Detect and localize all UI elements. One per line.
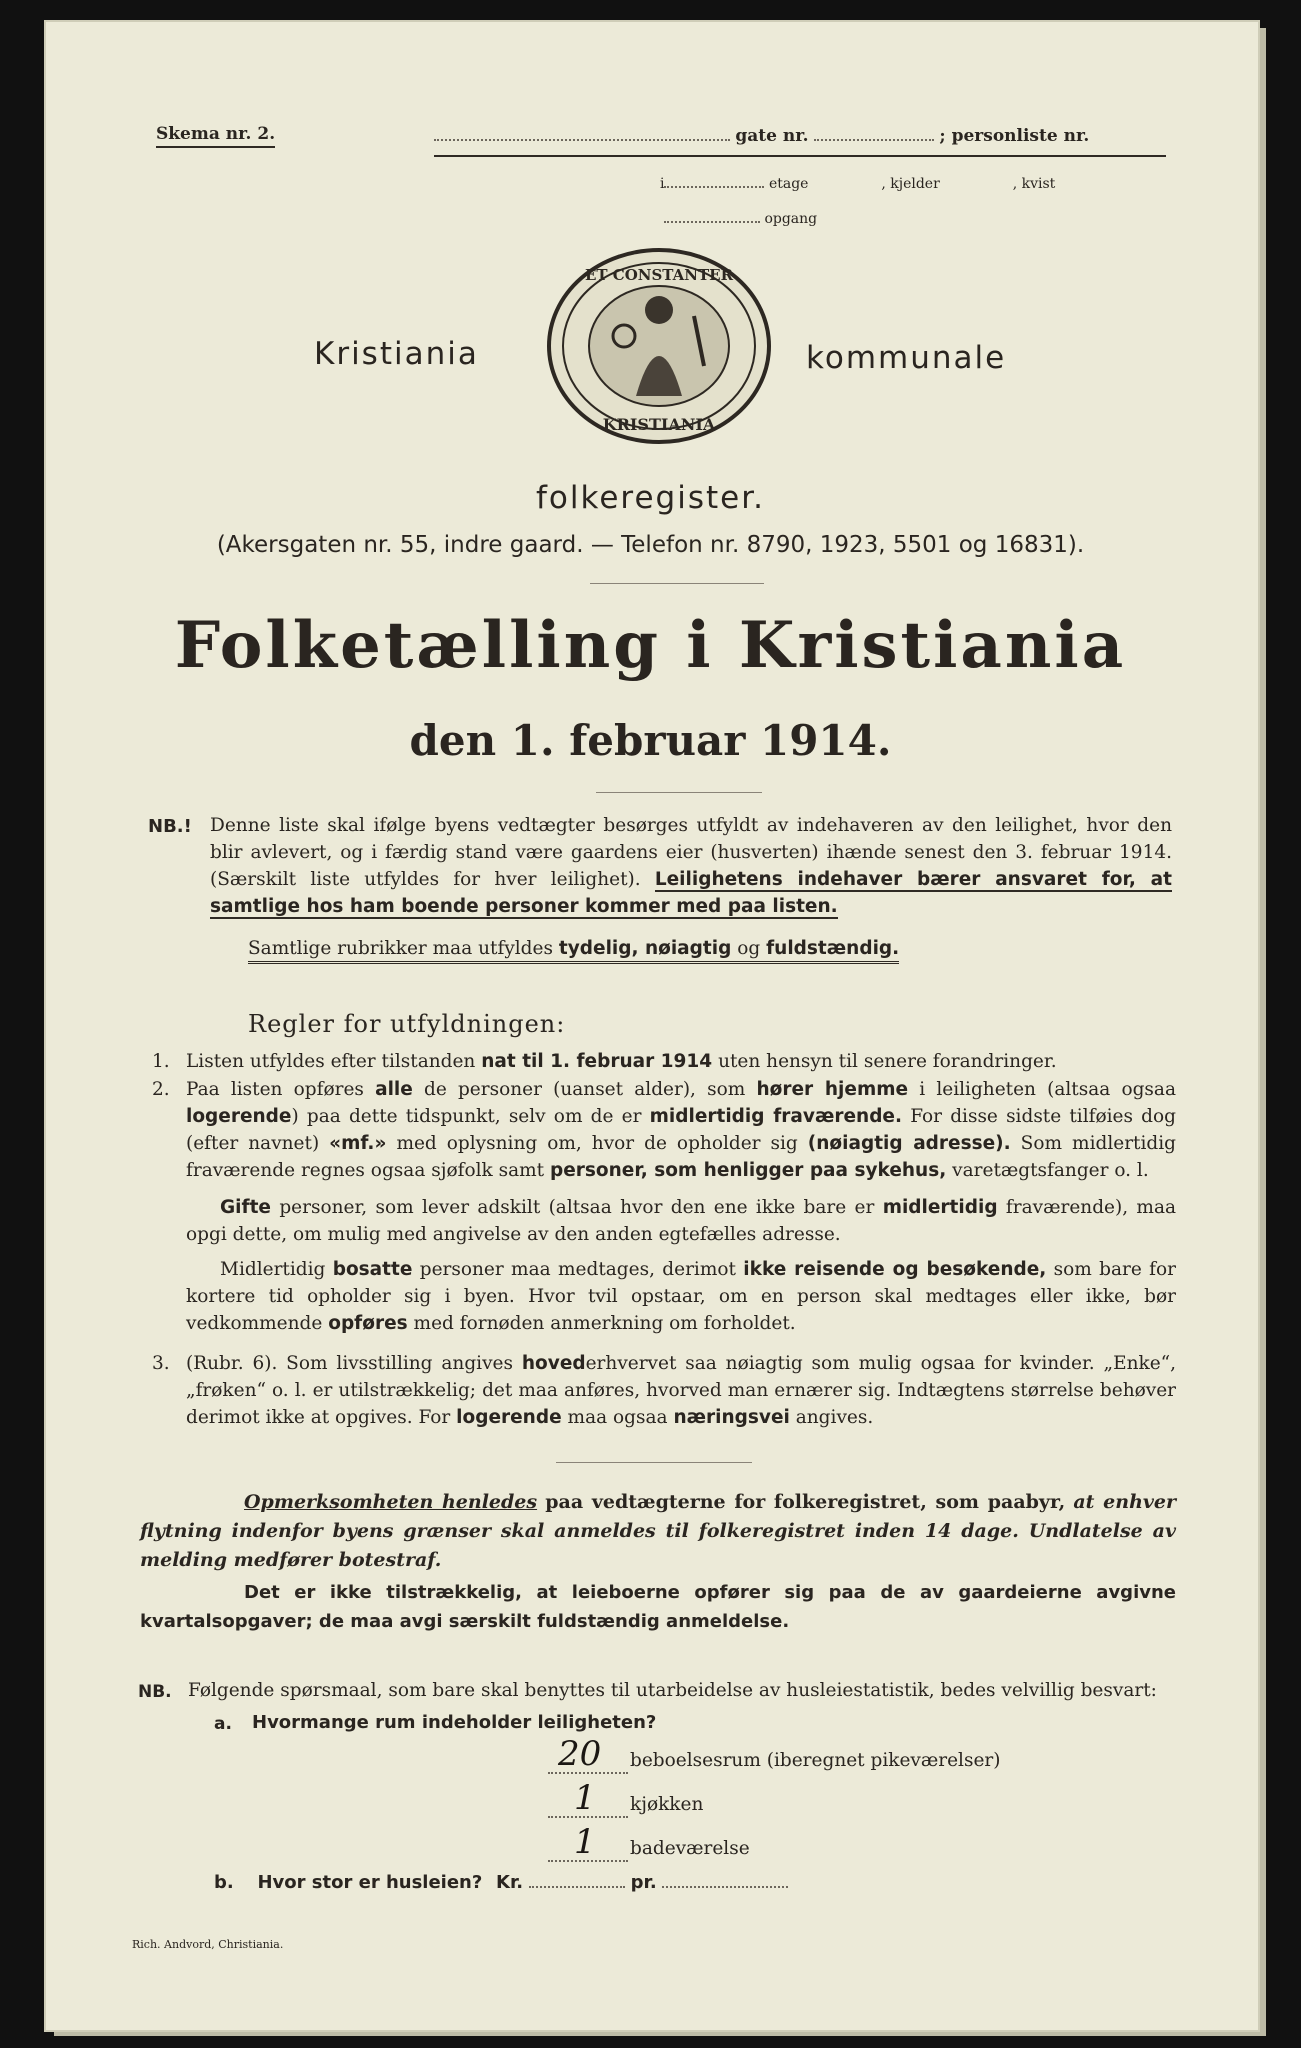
rule-number: 1. — [152, 1051, 170, 1072]
notice-italic: at enhver flytning indenfor byens grænser skal anmeldes til folkeregistret inden 14 dage. Undlatelse av melding medfører botestraf. — [140, 1491, 1177, 1571]
nb-label: NB.! — [148, 816, 192, 837]
kitchen-row — [548, 1780, 948, 1824]
rule-2-married: Gifte personer, som lever adskilt (altsaa hvor den ene ikke bare er midlertidig fraværende), maa opgi dette, om mulig med angivelse av den anden egtefælles adresse. — [186, 1197, 1177, 1245]
basement-label: , kjelder — [881, 176, 940, 192]
census-date: den 1. februar 1914. — [409, 716, 892, 765]
bathroom-label: badeværelse — [630, 1838, 750, 1859]
address-line — [434, 126, 1166, 146]
nb2-label: NB. — [138, 1682, 172, 1702]
rule-2: 2. Paa listen opføres alle de personer (uanset alder), som hører hjemme i leiligheten (altsaa ogsaa logerende) paa dette tidspunkt, selv om de er midlertidig fraværende. For disse sidste tilføies dog (efter navnet) «mf.» med oplysning om, hvor de opholder sig (nøiagtig adresse). Som midlertidig fraværende regnes ogsaa sjøfolk samt personer, som henligger paa sykehus, varetægtsfanger o. l. — [186, 1076, 1176, 1184]
divider — [556, 1462, 752, 1463]
question-b: Hvor stor er husleien? — [257, 1872, 483, 1893]
attic-label: , kvist — [1012, 176, 1056, 192]
currency-label: Kr. — [496, 1872, 524, 1893]
office-type: kommunale — [806, 340, 1007, 376]
person-list-label: ; personliste nr. — [939, 126, 1090, 146]
bathroom-row — [548, 1824, 948, 1868]
floor-line — [660, 176, 1055, 192]
office-city: Kristiania — [314, 336, 479, 372]
city-seal — [544, 246, 774, 446]
nb-fill-instruction — [248, 938, 899, 964]
room-count[interactable]: 20 — [558, 1734, 602, 1774]
nb-paragraph — [210, 812, 1172, 920]
street-number-label: gate nr. — [735, 126, 809, 146]
rent-period-field[interactable] — [662, 1886, 788, 1888]
rules-heading: Regler for utfyldningen: — [248, 1010, 566, 1038]
period-label: pr. — [630, 1872, 657, 1893]
question-a-label: a. — [214, 1714, 232, 1734]
rent-row — [214, 1872, 814, 1893]
svg-text:KRISTIANIA: KRISTIANIA — [602, 415, 716, 434]
fill-text-and: og — [737, 938, 761, 959]
question-a: Hvormange rum indeholder leiligheten? — [252, 1712, 657, 1733]
rule-1: 1. Listen utfyldes efter tilstanden nat til 1. februar 1914 uten hensyn til senere forandringer. — [186, 1048, 1176, 1075]
printer-credit: Rich. Andvord, Christiania. — [132, 1938, 284, 1951]
kitchen-label: kjøkken — [630, 1794, 704, 1815]
fill-text-complete: fuldstændig. — [766, 938, 900, 959]
registration-notice — [140, 1488, 1176, 1575]
form-number: Skema nr. 2. — [156, 124, 275, 148]
divider — [596, 792, 762, 793]
rule-3: 3. (Rubr. 6). Som livsstilling angives hovederhvervet saa nøiagtig som mulig ogsaa for kvinder. „Enke“, „frøken“ o. l. er utilstrækkelig; det maa anføres, hvorved man ernærer sig. Indtægtens størrelse behøver derimot ikke at opgives. For logerende maa ogsaa næringsvei angives. — [186, 1350, 1176, 1431]
nb2-text: Følgende spørsmaal, som bare skal benyttes til utarbeidelse av husleiestatistik, bedes velvillig besvart: — [188, 1680, 1157, 1701]
room-label: beboelsesrum (iberegnet pikeværelser) — [630, 1750, 1001, 1771]
room-row — [548, 1736, 1108, 1780]
fill-text: Samtlige rubrikker maa utfyldes — [248, 938, 553, 959]
stair-line — [664, 211, 817, 227]
fill-text-bold: tydelig, nøiagtig — [558, 938, 732, 959]
office-address: (Akersgaten nr. 55, indre gaard. — Telefon nr. 8790, 1923, 5501 og 16831). — [216, 532, 1085, 558]
notice-text: paa vedtægterne for folkeregistret, som paabyr, — [545, 1491, 1066, 1513]
rule-number: 2. — [152, 1079, 170, 1100]
floor-label: etage — [768, 176, 809, 192]
in-label: i — [660, 176, 665, 192]
document-title: Folketælling i Kristiania — [174, 608, 1127, 683]
kitchen-count[interactable]: 1 — [574, 1778, 596, 1818]
bathroom-count[interactable]: 1 — [574, 1822, 596, 1862]
stair-label: opgang — [764, 211, 818, 227]
header-rule — [434, 155, 1166, 157]
notice-heading: Opmerksomheten henledes — [244, 1491, 538, 1513]
office-name: folkeregister. — [536, 480, 765, 516]
divider — [590, 583, 764, 584]
rule-number: 3. — [152, 1353, 170, 1374]
rule-2-temporary: Midlertidig bosatte personer maa medtages, derimot ikke reisende og besøkende, som bare for kortere tid opholder sig i byen. Hvor tvil opstaar, om en person skal medtages eller ikke, bør vedkommende opføres med fornøden anmerkning om forholdet. — [186, 1259, 1176, 1334]
nb-responsibility: Leilighetens indehaver bærer ansvaret for, at samtlige hos ham boende personer kommer med paa listen. — [210, 869, 1172, 917]
nb-text: Denne liste skal ifølge byens vedtægter besørges utfyldt av indehaveren av den leilighet, hvor den blir avlevert, og i færdig stand være gaardens eier (husverten) ihænde senest den 3. februar 1914. (Særskilt liste utfyldes for hver leilighet). — [210, 815, 1172, 890]
rent-amount-field[interactable] — [529, 1886, 625, 1888]
svg-text:ET CONSTANTER: ET CONSTANTER — [584, 266, 734, 284]
quarterly-notice: Det er ikke tilstrækkelig, at leieboerne opfører sig paa de av gaardeierne avgivne kvartalsopgaver; de maa avgi særskilt fuldstændig anmeldelse. — [140, 1582, 1176, 1632]
question-b-label: b. — [214, 1872, 234, 1893]
